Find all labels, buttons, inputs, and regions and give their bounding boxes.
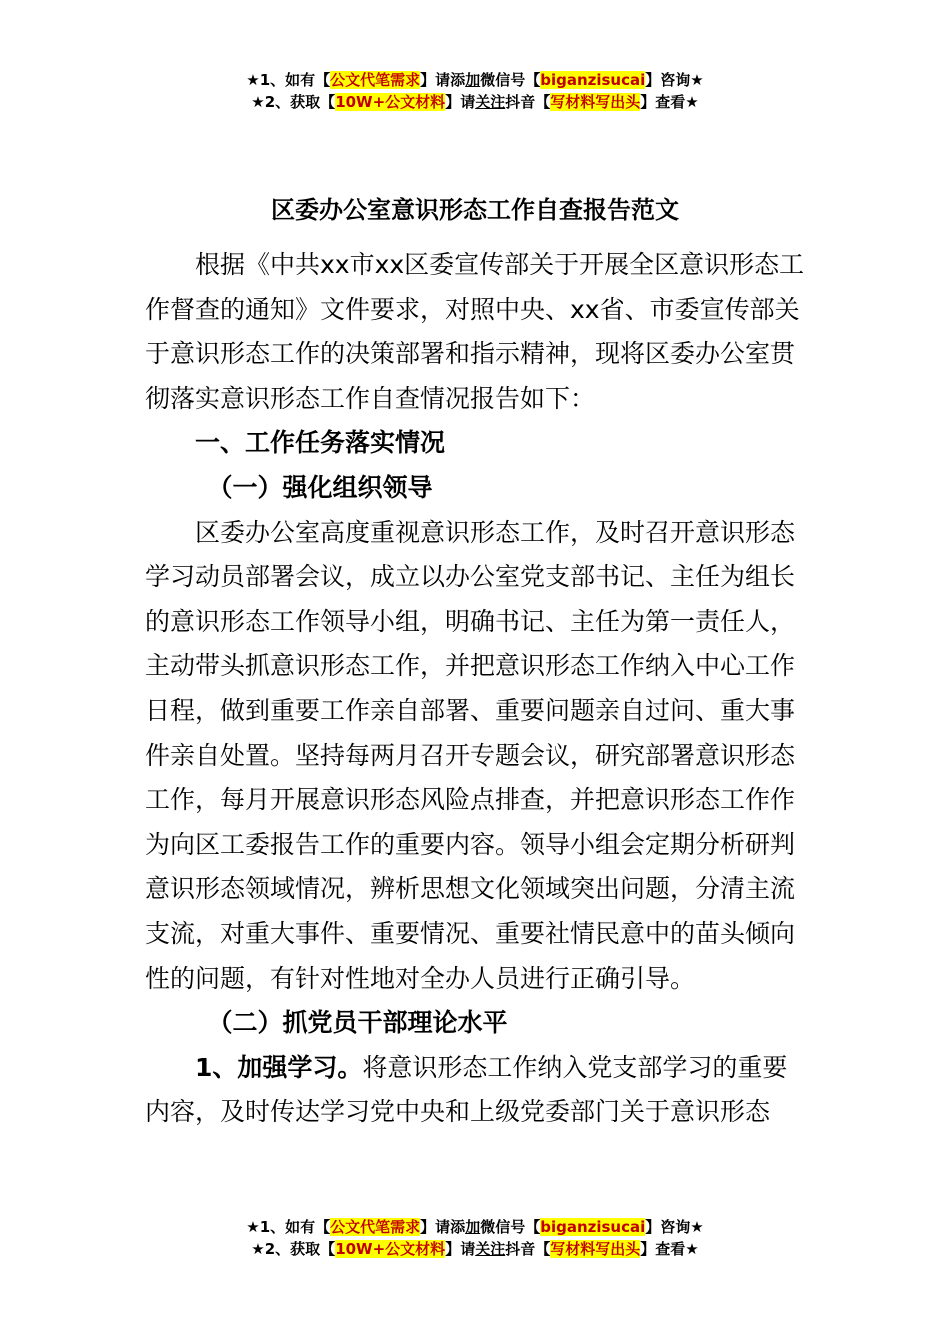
footer-notice-line-1 (0, 1216, 950, 1238)
notice-text: 抖音【 (505, 93, 551, 111)
notice-highlight: 10W+公文材料 (335, 1240, 446, 1258)
document-body (145, 243, 805, 1135)
notice-text: 微信号【 (480, 1218, 541, 1236)
notice-text: 微信号【 (480, 71, 541, 89)
notice-highlight: 公文代笔需求 (330, 71, 421, 89)
notice-text: 】查看★ (640, 93, 699, 111)
body-paragraph: 区委办公室高度重视意识形态工作，及时召开意识形态学习动员部署会议，成立以办公室党支部书记、主任为组长的意识形态工作领导小组，明确书记、主任为第一责任人，主动带头抓意识形态工作，并把意识形态工作纳入中心工作日程，做到重要工作亲自部署、重要问题亲自过问、重大事件亲自处置。坚持每两月召开专题会议，研究部署意识形态工作，每月开展意识形态风险点排查，并把意识形态工作作为向区工委报告工作的重要内容。领导小组会定期分析研判意识形态领域情况，辨析思想文化领域突出问题，分清主流支流，对重大事件、重要情况、重要社情民意中的苗头倾向性的问题，有针对性地对全办人员进行正确引导。 (145, 517, 796, 993)
body-paragraph (145, 1046, 805, 1135)
footer-notice-line-2 (0, 1238, 950, 1260)
notice-text: 】请 (445, 1240, 476, 1258)
notice-highlight-douyin-id: 写材料写出头 (550, 1240, 641, 1258)
section-heading: 一、工作任务落实情况 (195, 428, 446, 458)
notice-text: ★2、获取【 (251, 93, 336, 111)
notice-text: ★1、如有【 (246, 1218, 331, 1236)
notice-underlined: 加 (465, 71, 481, 89)
notice-text: 】请 (445, 93, 476, 111)
notice-text: 】咨询★ (645, 1218, 704, 1236)
notice-text: ★1、如有【 (246, 71, 331, 89)
paragraph-lead: 1、加强学习。 (195, 1052, 363, 1082)
header-notice-line-1 (0, 69, 950, 91)
notice-text: ★2、获取【 (251, 1240, 336, 1258)
header-notice-line-2 (0, 91, 950, 113)
notice-highlight-douyin-id: 写材料写出头 (550, 93, 641, 111)
subsection-heading: （二）抓党员干部理论水平 (207, 1008, 508, 1038)
document-title: 区委办公室意识形态工作自查报告范文 (271, 196, 679, 224)
notice-underlined: 关注 (475, 93, 506, 111)
header-notice (0, 69, 950, 113)
notice-highlight-wechat-id: biganzisucai (540, 71, 646, 89)
notice-text: 】咨询★ (645, 71, 704, 89)
notice-highlight-wechat-id: biganzisucai (540, 1218, 646, 1236)
notice-underlined: 关注 (475, 1240, 506, 1258)
paragraph-text: 将意识形态工作纳入党支部学习的重要内容，及时传达学习党中央和上级党委部门关于意识形态 (145, 1052, 788, 1127)
notice-highlight: 10W+公文材料 (335, 93, 446, 111)
subsection-heading: （一）强化组织领导 (207, 472, 433, 502)
intro-paragraph: 根据《中共xx市xx区委宣传部关于开展全区意识形态工作督查的通知》文件要求，对照中央、xx省、市委宣传部关于意识形态工作的决策部署和指示精神，现将区委办公室贯彻落实意识形态工作自查情况报告如下： (145, 250, 805, 413)
notice-text: 】查看★ (640, 1240, 699, 1258)
notice-text: 抖音【 (505, 1240, 551, 1258)
notice-text: 】请添 (420, 71, 466, 89)
notice-underlined: 加 (465, 1218, 481, 1236)
footer-notice (0, 1216, 950, 1260)
notice-highlight: 公文代笔需求 (330, 1218, 421, 1236)
notice-text: 】请添 (420, 1218, 466, 1236)
